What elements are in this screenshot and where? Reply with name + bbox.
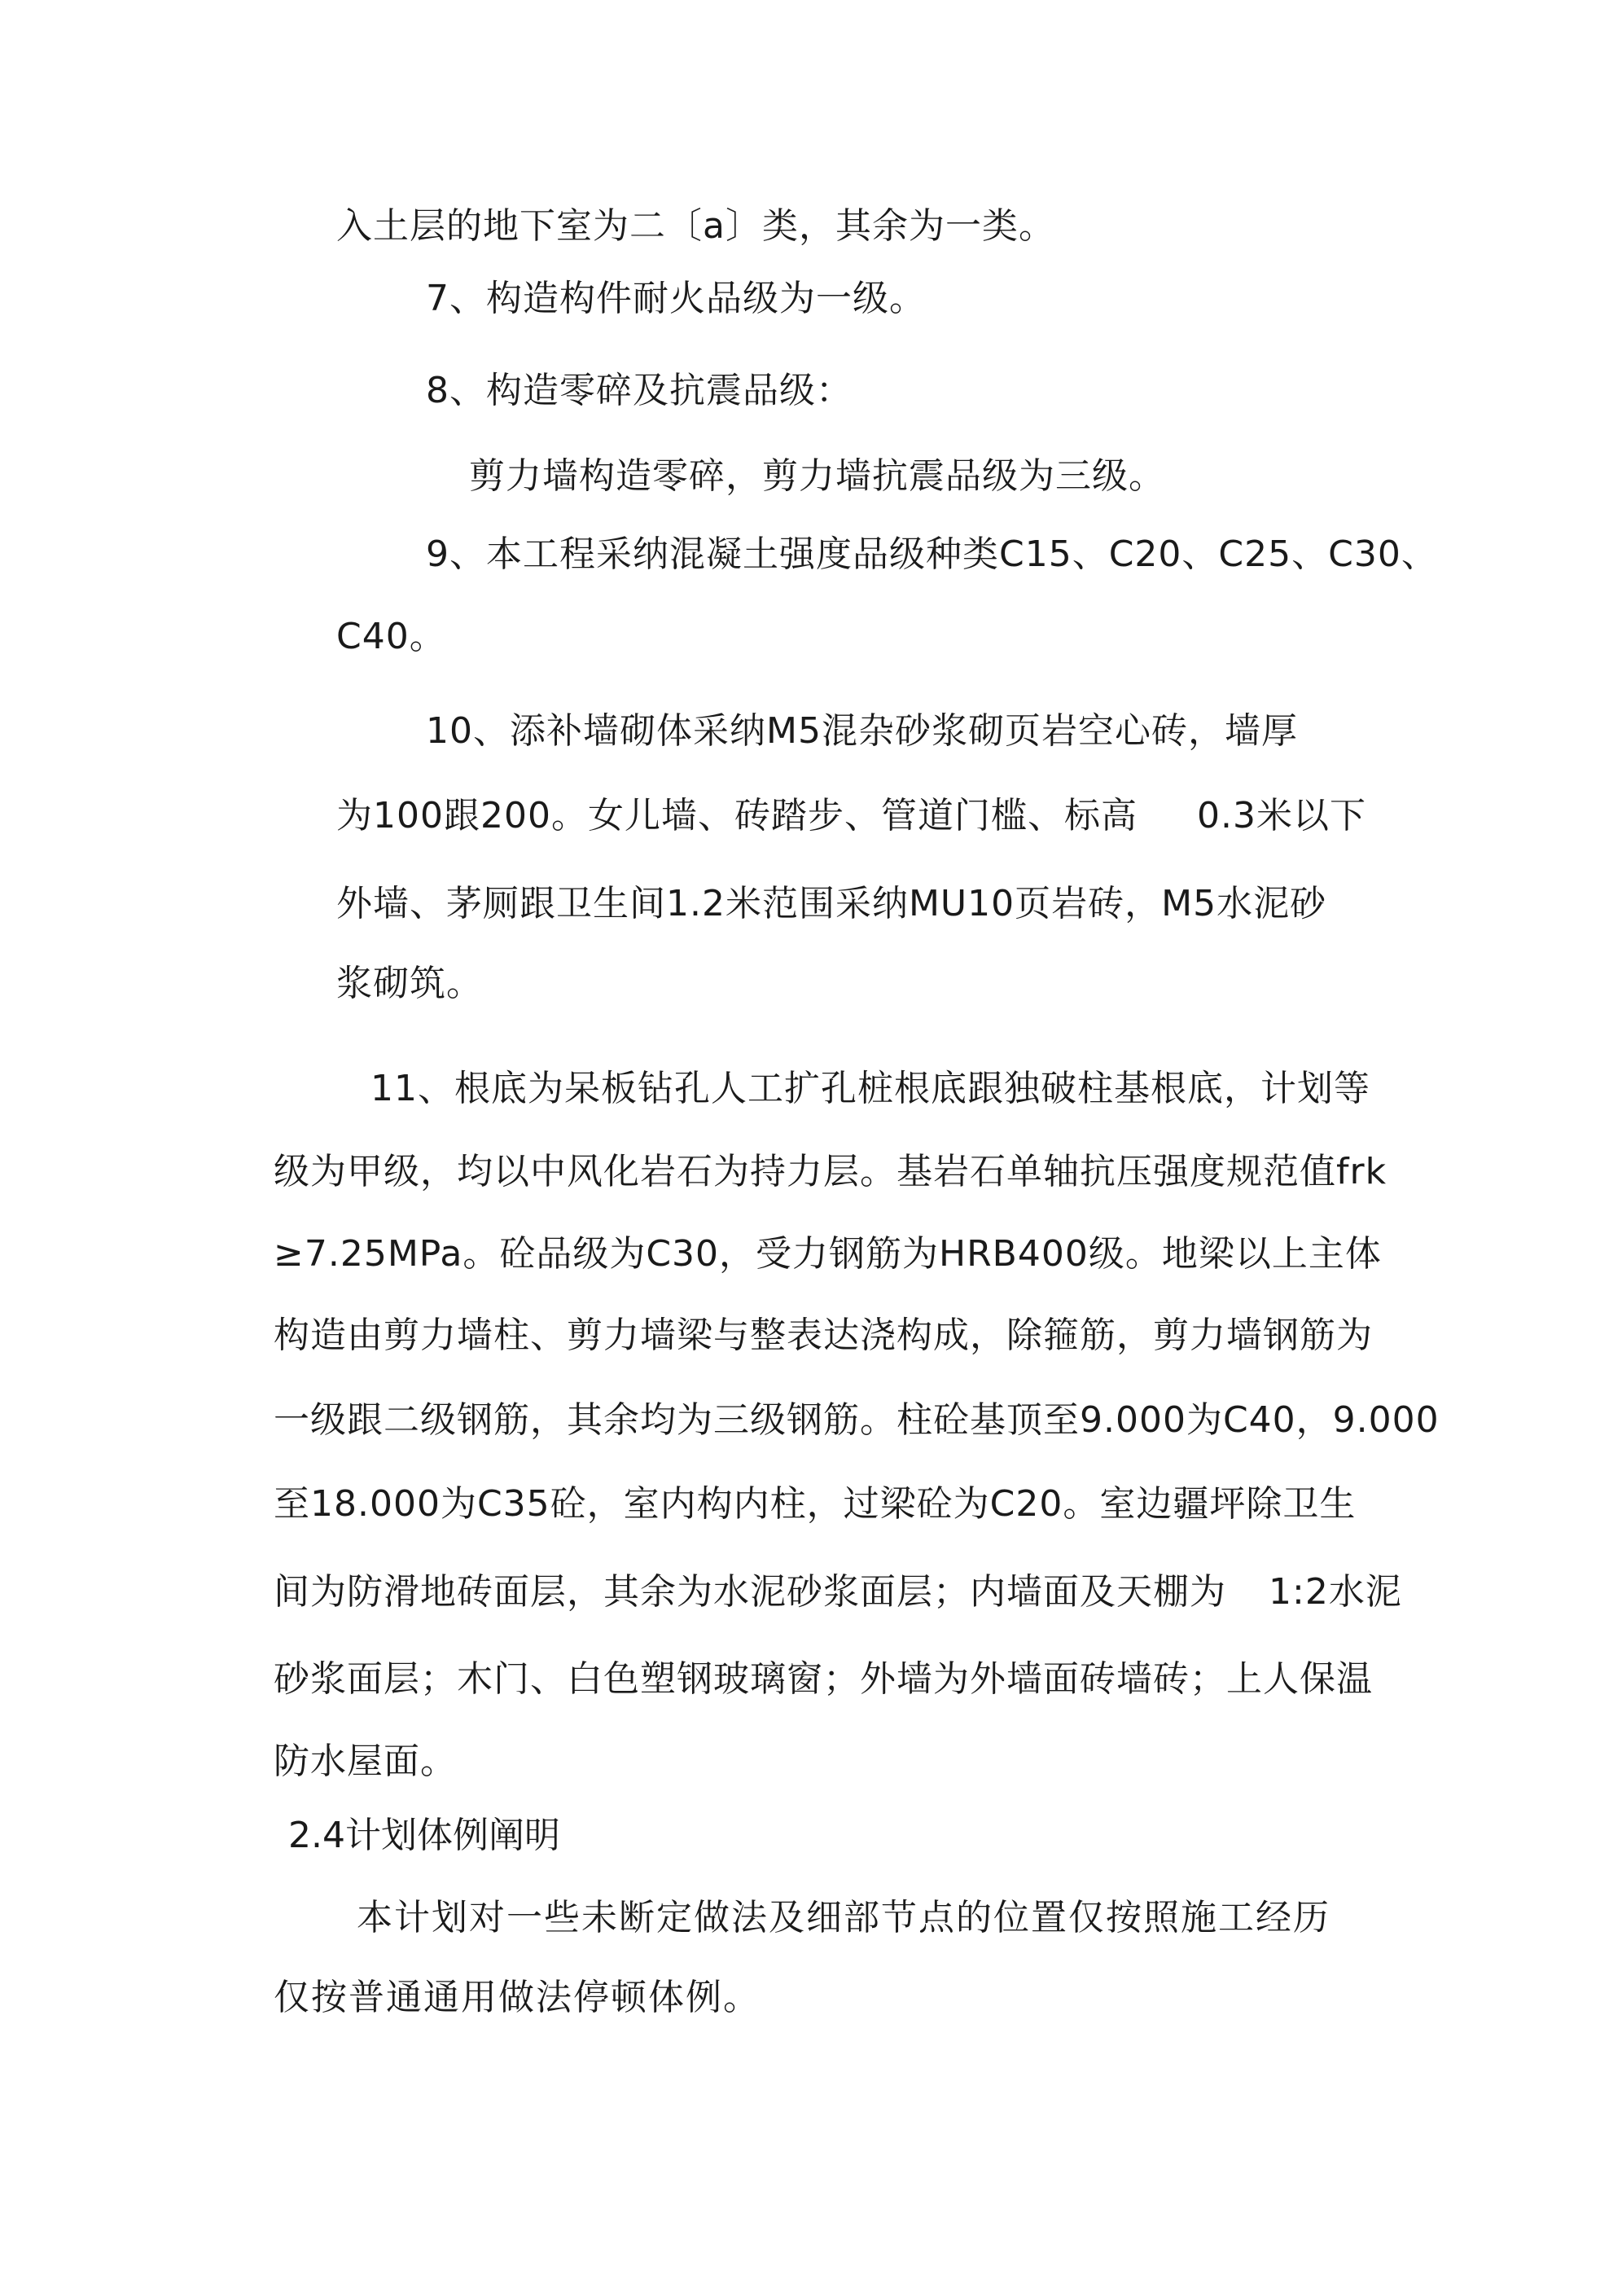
text-line: 1:2水泥 — [1269, 1571, 1402, 1613]
text-line: 剪力墙构造零碎，剪力墙抗震品级为三级。 — [469, 455, 1165, 497]
text-line: 为100跟200。女儿墙、砖踏步、管道门槛、标高 — [336, 795, 1138, 836]
text-line: 一级跟二级钢筋，其余均为三级钢筋。柱砼基顶至9.000为C40，9.000 — [274, 1399, 1440, 1441]
text-line: ≥7.25MPa。砼品级为C30，受力钢筋为HRB400级。地梁以上主体 — [274, 1233, 1382, 1275]
text-line: 级为甲级，均以中风化岩石为持力层。基岩石单轴抗压强度规范值frk — [274, 1151, 1387, 1192]
text-line: 构造由剪力墙柱、剪力墙梁与整表达浇构成，除箍筋，剪力墙钢筋为 — [274, 1315, 1373, 1356]
text-line: 至18.000为C35砼，室内构内柱，过梁砼为C20。室边疆坪除卫生 — [274, 1483, 1357, 1525]
text-line: 外墙、茅厕跟卫生间1.2米范围采纳MU10页岩砖，M5水泥砂 — [336, 883, 1327, 924]
text-line: 砂浆面层；木门、白色塑钢玻璃窗；外墙为外墙面砖墙砖；上人保温 — [274, 1658, 1373, 1700]
text-line: 间为防滑地砖面层，其余为水泥砂浆面层；内墙面及天棚为 — [274, 1571, 1226, 1613]
text-line: C40。 — [336, 616, 446, 657]
text-line: 0.3米以下 — [1197, 795, 1366, 836]
section-heading: 2.4计划体例阐明 — [288, 1815, 560, 1856]
text-line: 仅按普通通用做法停顿体例。 — [274, 1977, 761, 2018]
text-line: 浆砌筑。 — [336, 963, 483, 1004]
list-item-9: 9、本工程采纳混凝土强度品级种类C15、C20、C25、C30、 — [426, 533, 1438, 575]
text-line: 防水屋面。 — [274, 1741, 457, 1782]
list-item-10: 10、添补墙砌体采纳M5混杂砂浆砌页岩空心砖，墙厚 — [426, 710, 1298, 752]
list-item-8: 8、构造零碎及抗震品级： — [426, 370, 853, 411]
text-line: 入土层的地下室为二〔a〕类，其余为一类。 — [336, 205, 1055, 247]
list-item-11: 11、根底为呆板钻孔人工扩孔桩根底跟独破柱基根底，计划等 — [370, 1068, 1370, 1109]
list-item-7: 7、构造构件耐火品级为一级。 — [426, 278, 926, 319]
text-line: 本计划对一些未断定做法及细部节点的位置仅按照施工经历 — [357, 1897, 1330, 1938]
